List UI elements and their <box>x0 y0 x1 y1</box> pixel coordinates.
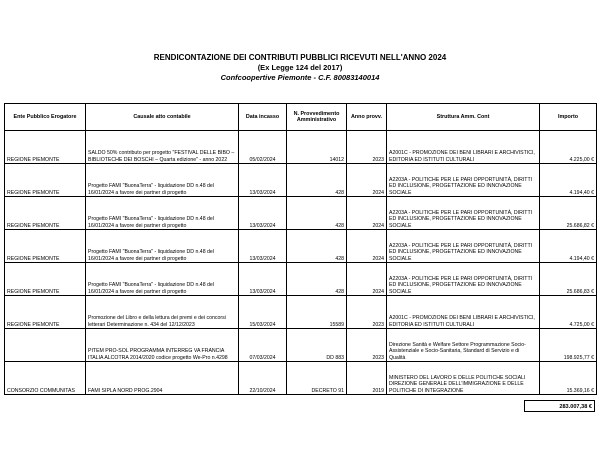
table-row <box>5 362 597 395</box>
cell-anno: 2023 <box>347 131 387 164</box>
cell-anno: 2023 <box>347 329 387 362</box>
cell-importo: 15.369,16 € <box>540 362 597 395</box>
cell-data: 13/03/2024 <box>239 263 287 296</box>
table-row <box>5 329 597 362</box>
cell-ente <box>5 329 86 362</box>
cell-anno: 2019 <box>347 362 387 395</box>
header-anno-provv: Anno provv. <box>347 104 387 131</box>
cell-causale: PITEM PRO-SOL PROGRAMMA INTERREG VA FRANCIA ITALIA ALCOTRA 2014/2020 codice progetto We-Pro n.4298 <box>86 329 239 362</box>
cell-ente: REGIONE PIEMONTE <box>5 230 86 263</box>
header-importo: Importo <box>540 104 597 131</box>
cell-anno: 2024 <box>347 197 387 230</box>
cell-importo: 4.194,40 € <box>540 164 597 197</box>
cell-importo: 198.925,77 € <box>540 329 597 362</box>
header-provvedimento: N. Provvedimento Amministrativo <box>287 104 347 131</box>
cell-causale: Promozione del Libro e della lettura dei premi e dei concorsi letterari Determinazione n. 434 del 12/12/2023 <box>86 296 239 329</box>
cell-importo: 25.686,82 € <box>540 197 597 230</box>
header-ente: Ente Pubblico Erogatore <box>5 104 86 131</box>
cell-data: 15/03/2024 <box>239 296 287 329</box>
cell-data: 13/03/2024 <box>239 197 287 230</box>
cell-importo: 4.194,40 € <box>540 230 597 263</box>
cell-struttura: A2203A - POLITICHE PER LE PARI OPPORTUNITÀ, DIRITTI ED INCLUSIONE, PROGETTAZIONE ED INNOVAZIONE SOCIALE <box>387 263 540 296</box>
organization-name: Confcoopertive Piemonte - C.F. 80083140014 <box>220 73 380 82</box>
cell-struttura: MINISTERO DEL LAVORO E DELLE POLITICHE SOCIALI DIREZIONE GENERALE DELL'IMMIGRAZIONE E DELLE POLITICHE DI INTEGRAZIONE <box>387 362 540 395</box>
cell-causale: Progetto FAMI "BuonaTerra" - liquidazione DD n.48 del 16/01/2024 a favore dei partner di progetto <box>86 197 239 230</box>
cell-data: 13/03/2024 <box>239 230 287 263</box>
cell-ente: REGIONE PIEMONTE <box>5 164 86 197</box>
cell-provv: 428 <box>287 164 347 197</box>
cell-data: 13/03/2024 <box>239 164 287 197</box>
cell-importo: 25.686,83 € <box>540 263 597 296</box>
cell-ente: REGIONE PIEMONTE <box>5 296 86 329</box>
table-row <box>5 263 597 296</box>
table-row <box>5 230 597 263</box>
cell-provv: 428 <box>287 197 347 230</box>
cell-anno: 2024 <box>347 164 387 197</box>
cell-causale: SALDO 50% contributo per progetto "FESTIVAL DELLE BIBO – BIBLIOTECHE DEI BOSCHI – Quarta edizione" - anno 2022 <box>86 131 239 164</box>
cell-struttura: A2203A - POLITICHE PER LE PARI OPPORTUNITÀ, DIRITTI ED INCLUSIONE, PROGETTAZIONE ED INNOVAZIONE SOCIALE <box>387 164 540 197</box>
header-data-incasso: Data incasso <box>239 104 287 131</box>
cell-struttura: Direzione Sanità e Welfare Settore Programmazione Socio-Assistenziale e Socio-Sanitaria, Standard di Servizio e di Qualità <box>387 329 540 362</box>
cell-struttura: A2203A - POLITICHE PER LE PARI OPPORTUNITÀ, DIRITTI ED INCLUSIONE, PROGETTAZIONE ED INNOVAZIONE SOCIALE <box>387 230 540 263</box>
cell-struttura: A2203A - POLITICHE PER LE PARI OPPORTUNITÀ, DIRITTI ED INCLUSIONE, PROGETTAZIONE ED INNOVAZIONE SOCIALE <box>387 197 540 230</box>
header-struttura: Struttura Amm. Cont <box>387 104 540 131</box>
cell-provv: DECRETO 91 <box>287 362 347 395</box>
table-row <box>5 164 597 197</box>
cell-causale: Progetto FAMI "BuonaTerra" - liquidazione DD n.48 del 16/01/2024 a favore dei partner di progetto <box>86 164 239 197</box>
cell-importo: 4.725,00 € <box>540 296 597 329</box>
cell-causale: Progetto FAMI "BuonaTerra" - liquidazione DD n.48 del 16/01/2024 a favore dei partner di progetto <box>86 230 239 263</box>
cell-data: 05/02/2024 <box>239 131 287 164</box>
table-row <box>5 296 597 329</box>
cell-provv: DD 883 <box>287 329 347 362</box>
cell-provv: 15589 <box>287 296 347 329</box>
cell-ente: REGIONE PIEMONTE <box>5 197 86 230</box>
cell-causale: FAMI SIPLA NORD PROG.2904 <box>86 362 239 395</box>
cell-anno: 2023 <box>347 296 387 329</box>
table-row <box>5 197 597 230</box>
header-causale: Causale atto contabile <box>86 104 239 131</box>
cell-data: 07/03/2024 <box>239 329 287 362</box>
cell-provv: 14012 <box>287 131 347 164</box>
table-header-row <box>5 104 597 131</box>
cell-data: 22/10/2024 <box>239 362 287 395</box>
cell-anno: 2024 <box>347 263 387 296</box>
cell-provv: 428 <box>287 230 347 263</box>
document-title: RENDICONTAZIONE DEI CONTRIBUTI PUBBLICI RICEVUTI NELL'ANNO 2024 <box>153 53 447 62</box>
cell-importo: 4.225,00 € <box>540 131 597 164</box>
document-subtitle: (Ex Legge 124 del 2017) <box>257 63 343 72</box>
cell-anno: 2024 <box>347 230 387 263</box>
cell-provv: 428 <box>287 263 347 296</box>
cell-ente: REGIONE PIEMONTE <box>5 263 86 296</box>
cell-causale: Progetto FAMI "BuonaTerra" - liquidazione DD n.48 del 16/01/2024 a favore dei partner di progetto <box>86 263 239 296</box>
document-header <box>0 53 600 83</box>
cell-ente: REGIONE PIEMONTE <box>5 131 86 164</box>
contributions-table <box>4 103 597 395</box>
table-row <box>5 131 597 164</box>
cell-struttura: A2001C - PROMOZIONE DEI BENI LIBRARI E ARCHIVISTICI, EDITORIA ED ISTITUTI CULTURALI <box>387 296 540 329</box>
cell-ente: CONSORZIO COMMUNITAS <box>5 362 86 395</box>
total-amount: 283.007,38 € <box>524 400 595 412</box>
cell-struttura: A2001C - PROMOZIONE DEI BENI LIBRARI E ARCHIVISTICI, EDITORIA ED ISTITUTI CULTURALI <box>387 131 540 164</box>
